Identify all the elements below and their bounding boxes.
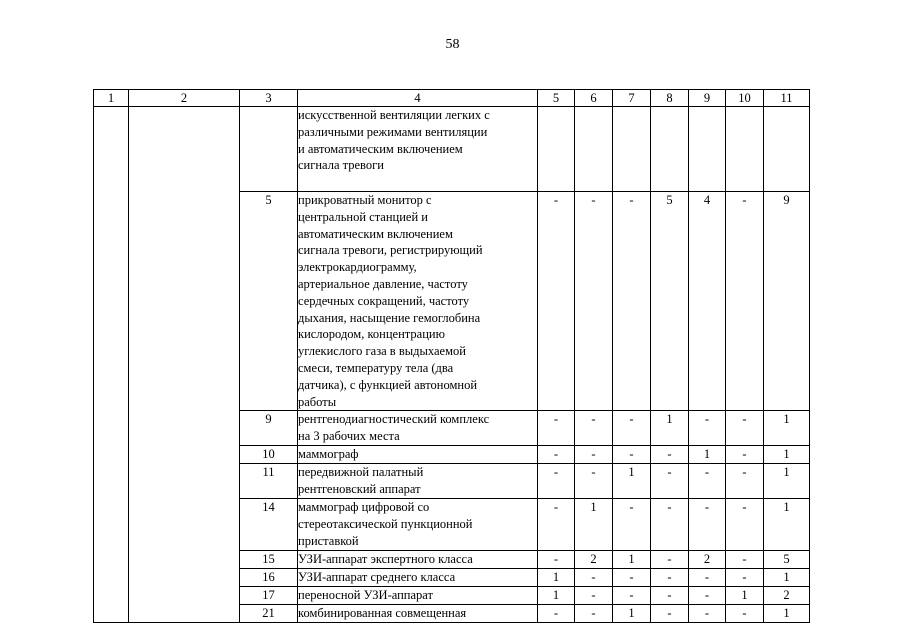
quantity-cell-col8: -: [651, 569, 689, 587]
description-line: УЗИ-аппарат среднего класса: [298, 570, 456, 585]
quantity-cell-col10: -: [726, 464, 764, 499]
quantity-cell-col8: -: [651, 605, 689, 623]
quantity-cell-col5: -: [538, 464, 575, 499]
description-cell: [298, 569, 538, 587]
description-line: работы: [298, 394, 337, 409]
description-cell: [298, 411, 538, 446]
quantity-cell-col7: -: [613, 446, 651, 464]
quantity-cell-col8: -: [651, 587, 689, 605]
item-number-cell: [240, 107, 298, 192]
description-line: автоматическим включением: [298, 226, 453, 241]
quantity-cell-col11: 1: [764, 605, 810, 623]
quantity-cell-col11: 5: [764, 551, 810, 569]
quantity-cell-col5: 1: [538, 587, 575, 605]
quantity-cell-col11: 9: [764, 192, 810, 411]
header-row: [94, 90, 810, 107]
quantity-cell-col7: [613, 107, 651, 192]
header-cell: 11: [764, 90, 810, 107]
quantity-cell-col5: -: [538, 411, 575, 446]
quantity-cell-col9: 2: [689, 551, 726, 569]
quantity-cell-col6: -: [575, 446, 613, 464]
quantity-cell-col9: -: [689, 587, 726, 605]
item-number-cell: 16: [240, 569, 298, 587]
description-cell: [298, 499, 538, 551]
description-line: рентгеновский аппарат: [298, 482, 421, 497]
description-line: и автоматическим включением: [298, 141, 463, 156]
description-line: сигнала тревоги: [298, 158, 384, 173]
quantity-cell-col10: -: [726, 569, 764, 587]
quantity-cell-col5: -: [538, 605, 575, 623]
quantity-cell-col10: -: [726, 499, 764, 551]
description-line: кислородом, концентрацию: [298, 327, 445, 342]
description-line: рентгенодиагностический комплекс: [298, 412, 490, 427]
quantity-cell-col8: 1: [651, 411, 689, 446]
quantity-cell-col7: -: [613, 569, 651, 587]
quantity-cell-col11: 1: [764, 464, 810, 499]
quantity-cell-col7: 1: [613, 605, 651, 623]
quantity-cell-col7: -: [613, 192, 651, 411]
description-line: на 3 рабочих места: [298, 429, 400, 444]
quantity-cell-col6: 2: [575, 551, 613, 569]
description-line: центральной станцией и: [298, 209, 428, 224]
description-line: прикроватный монитор с: [298, 193, 432, 207]
quantity-cell-col6: -: [575, 587, 613, 605]
quantity-cell-col10: -: [726, 411, 764, 446]
quantity-cell-col7: -: [613, 587, 651, 605]
quantity-cell-col7: 1: [613, 464, 651, 499]
quantity-cell-col5: -: [538, 499, 575, 551]
description-line: различными режимами вентиляции: [298, 124, 488, 139]
quantity-cell-col9: -: [689, 605, 726, 623]
item-number-cell: 9: [240, 411, 298, 446]
col2-merged-cell: [129, 107, 240, 623]
quantity-cell-col10: [726, 107, 764, 192]
quantity-cell-col7: -: [613, 499, 651, 551]
quantity-cell-col6: 1: [575, 499, 613, 551]
quantity-cell-col10: -: [726, 551, 764, 569]
quantity-cell-col5: [538, 107, 575, 192]
description-line: маммограф цифровой со: [298, 500, 430, 515]
header-cell: 6: [575, 90, 613, 107]
quantity-cell-col6: -: [575, 605, 613, 623]
quantity-cell-col9: 4: [689, 192, 726, 411]
quantity-cell-col6: -: [575, 192, 613, 411]
quantity-cell-col6: [575, 107, 613, 192]
quantity-cell-col8: -: [651, 446, 689, 464]
description-line: приставкой: [298, 533, 359, 548]
description-line: искусственной вентиляции легких с: [298, 108, 490, 122]
quantity-cell-col8: -: [651, 464, 689, 499]
description-line: стереотаксической пункционной: [298, 517, 473, 532]
quantity-cell-col9: -: [689, 464, 726, 499]
quantity-cell-col8: [651, 107, 689, 192]
header-cell: 5: [538, 90, 575, 107]
item-number-cell: 17: [240, 587, 298, 605]
quantity-cell-col11: 1: [764, 446, 810, 464]
quantity-cell-col11: [764, 107, 810, 192]
description-cell: [298, 587, 538, 605]
quantity-cell-col5: -: [538, 192, 575, 411]
description-line: электрокардиограмму,: [298, 260, 417, 275]
description-cell: [298, 192, 538, 411]
quantity-cell-col8: -: [651, 551, 689, 569]
description-cell: [298, 551, 538, 569]
description-line: передвижной палатный: [298, 465, 424, 480]
item-number-cell: 5: [240, 192, 298, 411]
table-row: [94, 107, 810, 192]
description-line: сердечных сокращений, частоту: [298, 293, 470, 308]
description-line: дыхания, насыщение гемоглобина: [298, 310, 481, 325]
quantity-cell-col8: 5: [651, 192, 689, 411]
description-line: маммограф: [298, 447, 359, 462]
quantity-cell-col6: -: [575, 411, 613, 446]
table-body: [94, 90, 810, 623]
quantity-cell-col7: 1: [613, 551, 651, 569]
quantity-cell-col5: -: [538, 551, 575, 569]
quantity-cell-col10: -: [726, 605, 764, 623]
header-cell: 8: [651, 90, 689, 107]
header-cell: 10: [726, 90, 764, 107]
header-cell: 4: [298, 90, 538, 107]
quantity-cell-col11: 1: [764, 411, 810, 446]
header-cell: 9: [689, 90, 726, 107]
description-cell: [298, 446, 538, 464]
quantity-cell-col9: 1: [689, 446, 726, 464]
quantity-cell-col10: 1: [726, 587, 764, 605]
description-cell: [298, 605, 538, 623]
description-cell: [298, 464, 538, 499]
quantity-cell-col8: -: [651, 499, 689, 551]
description-line: смеси, температуру тела (два: [298, 360, 454, 375]
description-line: углекислого газа в выдыхаемой: [298, 344, 466, 359]
description-line: УЗИ-аппарат экспертного класса: [298, 552, 473, 567]
quantity-cell-col9: -: [689, 569, 726, 587]
header-cell: 2: [129, 90, 240, 107]
description-line: артериальное давление, частоту: [298, 276, 468, 291]
item-number-cell: 15: [240, 551, 298, 569]
description-line: переносной УЗИ-аппарат: [298, 588, 433, 603]
page-number: 58: [445, 37, 460, 52]
quantity-cell-col11: 2: [764, 587, 810, 605]
item-number-cell: 10: [240, 446, 298, 464]
col1-merged-cell: [94, 107, 129, 623]
header-cell: 1: [94, 90, 129, 107]
quantity-cell-col9: -: [689, 499, 726, 551]
quantity-cell-col5: 1: [538, 569, 575, 587]
quantity-cell-col10: -: [726, 192, 764, 411]
quantity-cell-col5: -: [538, 446, 575, 464]
item-number-cell: 14: [240, 499, 298, 551]
header-cell: 3: [240, 90, 298, 107]
description-line: комбинированная совмещенная: [298, 606, 467, 621]
quantity-cell-col6: -: [575, 464, 613, 499]
item-number-cell: 11: [240, 464, 298, 499]
quantity-cell-col6: -: [575, 569, 613, 587]
description-line: датчика), с функцией автономной: [298, 377, 478, 392]
quantity-cell-col10: -: [726, 446, 764, 464]
description-cell: [298, 107, 538, 192]
quantity-cell-col9: -: [689, 411, 726, 446]
item-number-cell: 21: [240, 605, 298, 623]
quantity-cell-col11: 1: [764, 569, 810, 587]
description-line: сигнала тревоги, регистрирующий: [298, 243, 483, 258]
quantity-cell-col9: [689, 107, 726, 192]
quantity-cell-col7: -: [613, 411, 651, 446]
header-cell: 7: [613, 90, 651, 107]
equipment-table: [93, 89, 810, 623]
quantity-cell-col11: 1: [764, 499, 810, 551]
